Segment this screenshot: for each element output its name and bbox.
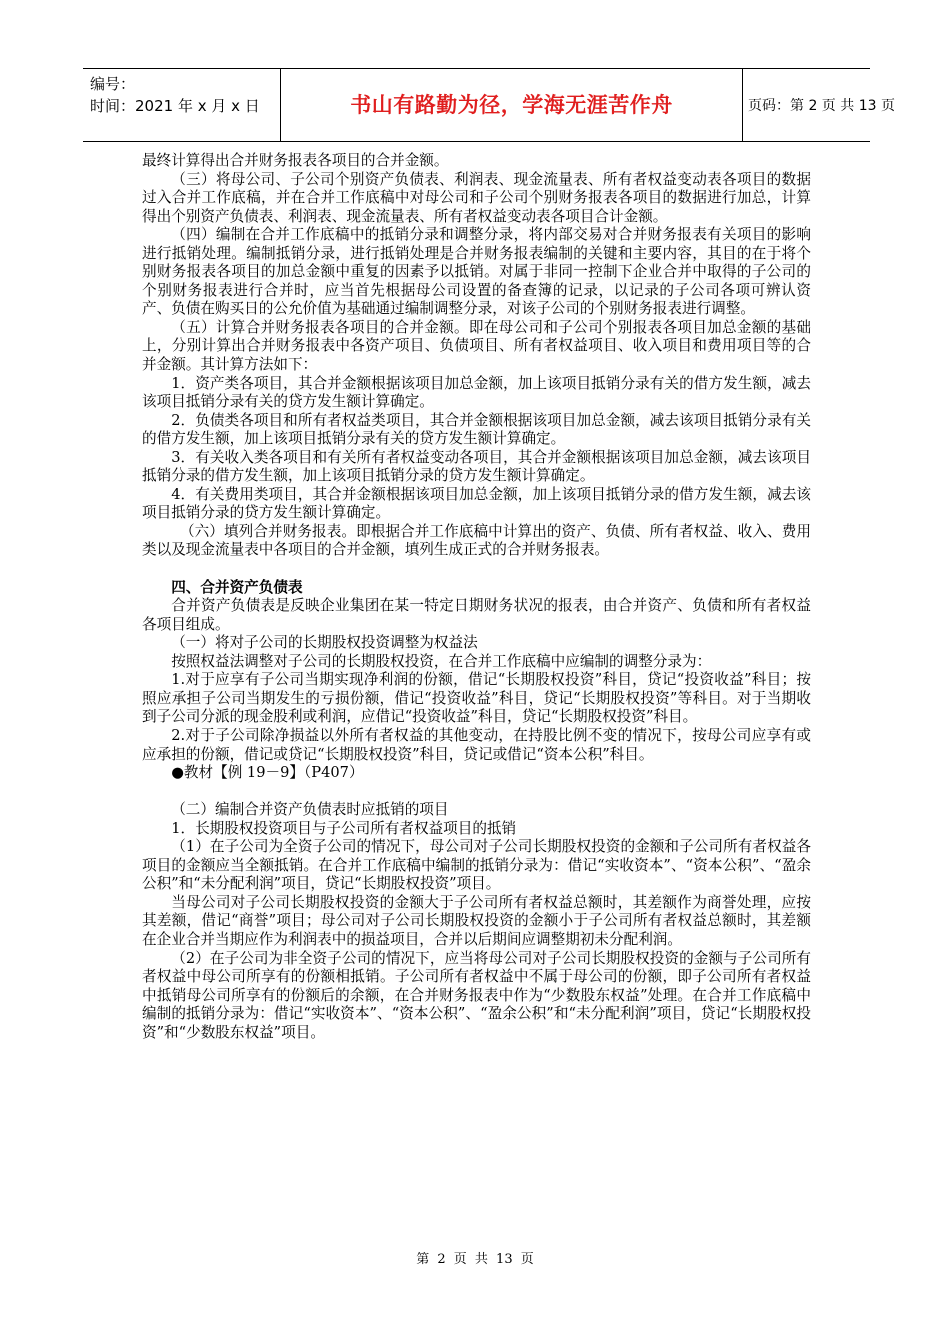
paragraph: （1）在子公司为全资子公司的情况下，母公司对子公司长期股权投资的金额和子公司所有者权益各项目的金额应当全额抵销。在合并工作底稿中编制的抵销分录为：借记“实收资本”、“资本公积”、“盈余公积”和“未分配利润”项目，贷记“长期股权投资”项目。 [142, 838, 811, 893]
document-body [142, 152, 811, 1042]
paragraph: 合并资产负债表是反映企业集团在某一特定日期财务状况的报表，由合并资产、负债和所有者权益各项目组成。 [142, 597, 811, 633]
list-item: 1.对于应享有子公司当期实现净利润的份额，借记“长期股权投资”科目，贷记“投资收益”科目；按照应承担子公司当期发生的亏损份额，借记“投资收益”科目，贷记“长期股权投资”等科目。对于当期收到子公司分派的现金股利或利润，应借记“投资收益”科目，贷记“长期股权投资”科目。 [142, 671, 811, 726]
paragraph: （四）编制在合并工作底稿中的抵销分录和调整分录，将内部交易对合并财务报表有关项目的影响进行抵销处理。编制抵销分录，进行抵销处理是合并财务报表编制的关键和主要内容，其目的在于将个别财务报表各项目的加总金额中重复的因素予以抵销。对属于非同一控制下企业合并中取得的子公司的个别财务报表进行合并时，应当首先根据母公司设置的备查簿的记录，以记录的子公司各项可辨认资产、负债在购买日的公允价值为基础通过编制调整分录，对该子公司的个别财务报表进行调整。 [142, 226, 811, 318]
time-label: 时间：2021 年 x 月 x 日 [90, 97, 260, 115]
motto: 书山有路勤为径，学海无涯苦作舟 [350, 93, 673, 117]
paragraph: （三）将母公司、子公司个别资产负债表、利润表、现金流量表、所有者权益变动表各项目的数据过入合并工作底稿，并在合并工作底稿中对母公司和子公司个别财务报表各项目的数据进行加总，计算得出个别资产负债表、利润表、现金流量表、所有者权益变动表各项目合计金额。 [142, 170, 811, 225]
list-item: 1．长期股权投资项目与子公司所有者权益项目的抵销 [171, 819, 517, 837]
paragraph: （六）填列合并财务报表。即根据合并工作底稿中计算出的资产、负债、所有者权益、收入、费用类以及现金流量表中各项目的合并金额，填列生成正式的合并财务报表。 [142, 522, 811, 559]
list-item: 3．有关收入类各项目和有关所有者权益变动各项目，其合并金额根据该项目加总金额，减去该项目抵销分录的借方发生额，加上该项目抵销分录的贷方发生额计算确定。 [142, 448, 811, 485]
list-item: 2．负债类各项目和所有者权益类项目，其合并金额根据该项目加总金额，减去该项目抵销分录有关的借方发生额，加上该项目抵销分录有关的贷方发生额计算确定。 [142, 411, 811, 448]
number-label: 编号： [90, 75, 136, 93]
page-code: 页码：第 2 页 共 13 页 [748, 98, 895, 114]
list-item: 1．资产类各项目，其合并金额根据该项目加总金额，加上该项目抵销分录有关的借方发生额，减去该项目抵销分录有关的贷方发生额计算确定。 [142, 374, 811, 411]
paragraph: 当母公司对子公司长期股权投资的金额大于子公司所有者权益总额时，其差额作为商誉处理，应按其差额，借记“商誉”项目；母公司对子公司长期股权投资的金额小于子公司所有者权益总额时，其差额在企业合并当期应作为利润表中的损益项目，合并以后期间应调整期初未分配利润。 [142, 893, 811, 948]
header-page-cell [742, 69, 895, 141]
list-item: 2.对于子公司除净损益以外所有者权益的其他变动，在持股比例不变的情况下，按母公司应享有或应承担的份额，借记或贷记“长期股权投资”科目，贷记或借记“资本公积”科目。 [142, 726, 811, 763]
paragraph: 按照权益法调整对子公司的长期股权投资，在合并工作底稿中应编制的调整分录为： [171, 652, 712, 670]
example-reference: ●教材【例 19－9】（P407） [171, 764, 364, 782]
page-footer: 第 2 页 共 13 页 [416, 1252, 534, 1267]
subsection-heading: （二）编制合并资产负债表时应抵销的项目 [171, 801, 449, 819]
paragraph: 最终计算得出合并财务报表各项目的合并金额。 [142, 152, 449, 169]
spacer [142, 783, 811, 802]
list-item: 4．有关费用类项目，其合并金额根据该项目加总金额，加上该项目抵销分录的借方发生额，减去该项目抵销分录的贷方发生额计算确定。 [142, 485, 811, 522]
subsection-heading: （一）将对子公司的长期股权投资调整为权益法 [171, 634, 478, 652]
header-motto-cell [280, 69, 743, 141]
paragraph: （五）计算合并财务报表各项目的合并金额。即在母公司和子公司个别报表各项目加总金额的基础上，分别计算出合并财务报表中各资产项目、负债项目、所有者权益项目、收入项目和费用项目等的合并金额。其计算方法如下： [142, 318, 811, 374]
paragraph: （2）在子公司为非全资子公司的情况下，应当将母公司对子公司长期股权投资的金额与子公司所有者权益中母公司所享有的份额相抵销。子公司所有者权益中不属于母公司的份额，即子公司所有者权益中抵销母公司所享有的份额后的余额，在合并财务报表中作为“少数股东权益”处理。在合并工作底稿中编制的抵销分录为：借记“实收资本”、“资本公积”、“盈余公积”和“未分配利润”项目，贷记“长期股权投资”和“少数股东权益”项目。 [142, 949, 811, 1041]
header-table [83, 68, 895, 142]
header-meta-cell [83, 69, 280, 141]
spacer [142, 560, 811, 579]
section-heading: 四、合并资产负债表 [171, 578, 303, 596]
